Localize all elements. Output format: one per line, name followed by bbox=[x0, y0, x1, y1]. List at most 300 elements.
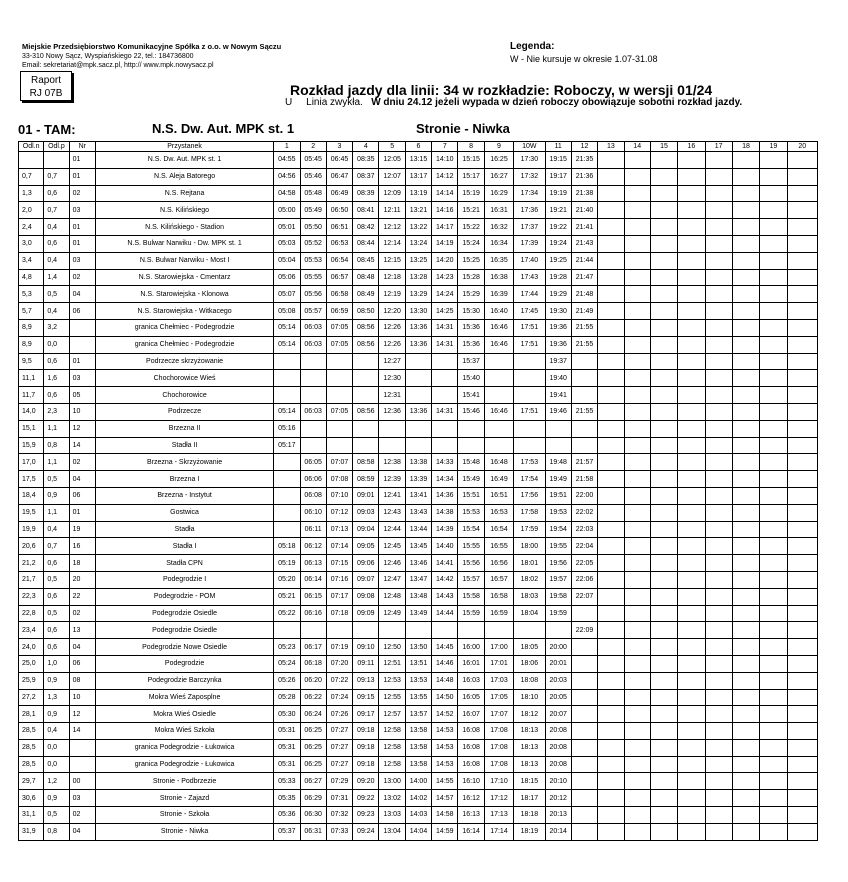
column-header: Odl.p bbox=[44, 142, 69, 152]
empty-cell bbox=[650, 303, 677, 320]
departure-time: 12:53 bbox=[379, 672, 405, 689]
empty-cell bbox=[650, 387, 677, 404]
empty-cell bbox=[678, 756, 705, 773]
empty-cell bbox=[787, 286, 818, 303]
departure-time: 07:27 bbox=[326, 723, 352, 740]
departure-time: 12:57 bbox=[379, 706, 405, 723]
empty-cell bbox=[650, 504, 677, 521]
departure-time: 08:39 bbox=[353, 185, 379, 202]
departure-time: 13:04 bbox=[379, 823, 405, 840]
departure-time bbox=[300, 622, 326, 639]
departure-time: 14:53 bbox=[432, 739, 458, 756]
stop-name: Stadła bbox=[95, 521, 273, 538]
table-row bbox=[19, 555, 818, 572]
distance-segment: 0,9 bbox=[44, 706, 69, 723]
departure-time: 05:57 bbox=[300, 303, 326, 320]
column-header: Odl.n bbox=[19, 142, 44, 152]
empty-cell bbox=[705, 336, 732, 353]
departure-time bbox=[571, 756, 597, 773]
departure-time: 19:36 bbox=[545, 336, 571, 353]
empty-cell bbox=[650, 269, 677, 286]
departure-time: 20:05 bbox=[545, 689, 571, 706]
empty-cell bbox=[678, 454, 705, 471]
empty-cell bbox=[787, 689, 818, 706]
departure-time: 06:14 bbox=[300, 571, 326, 588]
departure-time: 13:51 bbox=[405, 655, 431, 672]
empty-cell bbox=[598, 655, 624, 672]
departure-time: 12:14 bbox=[379, 235, 405, 252]
departure-time: 13:02 bbox=[379, 790, 405, 807]
empty-cell bbox=[732, 639, 759, 656]
empty-cell bbox=[760, 152, 787, 169]
empty-cell bbox=[732, 437, 759, 454]
distance-segment: 0,5 bbox=[44, 571, 69, 588]
empty-cell bbox=[650, 605, 677, 622]
table-row bbox=[19, 387, 818, 404]
departure-time: 08:56 bbox=[353, 403, 379, 420]
table-row bbox=[19, 706, 818, 723]
departure-time: 06:57 bbox=[326, 269, 352, 286]
empty-cell bbox=[760, 773, 787, 790]
distance-total: 14,0 bbox=[19, 403, 44, 420]
empty-cell bbox=[598, 219, 624, 236]
departure-time: 19:58 bbox=[545, 588, 571, 605]
departure-time: 17:08 bbox=[484, 723, 513, 740]
distance-segment: 1,1 bbox=[44, 420, 69, 437]
departure-time bbox=[571, 689, 597, 706]
empty-cell bbox=[705, 521, 732, 538]
empty-cell bbox=[650, 487, 677, 504]
table-row bbox=[19, 521, 818, 538]
distance-segment: 0,6 bbox=[44, 235, 69, 252]
empty-cell bbox=[787, 504, 818, 521]
departure-time bbox=[571, 790, 597, 807]
departure-time: 17:08 bbox=[484, 756, 513, 773]
stop-number bbox=[69, 319, 95, 336]
empty-cell bbox=[598, 286, 624, 303]
departure-time: 06:15 bbox=[300, 588, 326, 605]
stop-number: 01 bbox=[69, 353, 95, 370]
stop-name: Stronie - Zajazd bbox=[95, 790, 273, 807]
departure-time: 20:13 bbox=[545, 807, 571, 824]
stop-number: 16 bbox=[69, 538, 95, 555]
departure-time: 06:25 bbox=[300, 739, 326, 756]
distance-segment: 3,2 bbox=[44, 319, 69, 336]
empty-cell bbox=[650, 219, 677, 236]
empty-cell bbox=[678, 571, 705, 588]
departure-time: 12:44 bbox=[379, 521, 405, 538]
departure-time: 16:08 bbox=[458, 723, 484, 740]
empty-cell bbox=[624, 706, 650, 723]
departure-time: 20:07 bbox=[545, 706, 571, 723]
distance-segment: 0,4 bbox=[44, 252, 69, 269]
departure-time: 13:28 bbox=[405, 269, 431, 286]
departure-time bbox=[379, 622, 405, 639]
departure-time: 15:19 bbox=[458, 185, 484, 202]
departure-time: 16:58 bbox=[484, 588, 513, 605]
empty-cell bbox=[650, 420, 677, 437]
empty-cell bbox=[732, 706, 759, 723]
departure-time: 18:02 bbox=[514, 571, 545, 588]
distance-total: 21,7 bbox=[19, 571, 44, 588]
departure-time: 15:53 bbox=[458, 504, 484, 521]
stop-name: N.S. Dw. Aut. MPK st. 1 bbox=[95, 152, 273, 169]
empty-cell bbox=[732, 252, 759, 269]
stop-name: Podegrodzie I bbox=[95, 571, 273, 588]
departure-time: 05:49 bbox=[300, 202, 326, 219]
departure-time: 06:30 bbox=[300, 807, 326, 824]
empty-cell bbox=[732, 773, 759, 790]
departure-time: 17:45 bbox=[514, 303, 545, 320]
departure-time: 17:43 bbox=[514, 269, 545, 286]
distance-total: 31,1 bbox=[19, 807, 44, 824]
empty-cell bbox=[732, 672, 759, 689]
table-row bbox=[19, 790, 818, 807]
empty-cell bbox=[787, 521, 818, 538]
departure-time: 05:37 bbox=[274, 823, 300, 840]
empty-cell bbox=[732, 555, 759, 572]
stop-name: N.S. Aleja Batorego bbox=[95, 168, 273, 185]
empty-cell bbox=[650, 336, 677, 353]
distance-segment: 0,0 bbox=[44, 739, 69, 756]
departure-time: 17:40 bbox=[514, 252, 545, 269]
empty-cell bbox=[650, 286, 677, 303]
departure-time: 07:15 bbox=[326, 555, 352, 572]
empty-cell bbox=[678, 790, 705, 807]
empty-cell bbox=[732, 538, 759, 555]
empty-cell bbox=[732, 588, 759, 605]
empty-cell bbox=[732, 387, 759, 404]
departure-time: 21:44 bbox=[571, 252, 597, 269]
distance-total: 1,3 bbox=[19, 185, 44, 202]
empty-cell bbox=[732, 319, 759, 336]
departure-time: 05:55 bbox=[300, 269, 326, 286]
empty-cell bbox=[650, 521, 677, 538]
empty-cell bbox=[678, 152, 705, 169]
empty-cell bbox=[624, 336, 650, 353]
empty-cell bbox=[678, 605, 705, 622]
stop-number: 03 bbox=[69, 370, 95, 387]
departure-time: 13:41 bbox=[405, 487, 431, 504]
distance-segment: 0,6 bbox=[44, 353, 69, 370]
departure-time: 17:03 bbox=[484, 672, 513, 689]
distance-segment: 2,3 bbox=[44, 403, 69, 420]
departure-time: 13:53 bbox=[405, 672, 431, 689]
departure-time: 14:53 bbox=[432, 723, 458, 740]
stop-name: Podegrodzie Barczynka bbox=[95, 672, 273, 689]
empty-cell bbox=[705, 504, 732, 521]
empty-cell bbox=[760, 504, 787, 521]
stop-number: 02 bbox=[69, 185, 95, 202]
departure-time: 21:40 bbox=[571, 202, 597, 219]
departure-time: 16:34 bbox=[484, 235, 513, 252]
departure-time bbox=[458, 420, 484, 437]
distance-segment: 1,6 bbox=[44, 370, 69, 387]
departure-time bbox=[484, 387, 513, 404]
departure-time: 13:50 bbox=[405, 639, 431, 656]
distance-total: 8,9 bbox=[19, 319, 44, 336]
empty-cell bbox=[598, 605, 624, 622]
departure-time: 21:55 bbox=[571, 403, 597, 420]
distance-total: 29,7 bbox=[19, 773, 44, 790]
departure-time: 18:12 bbox=[514, 706, 545, 723]
departure-time: 22:07 bbox=[571, 588, 597, 605]
departure-time: 16:10 bbox=[458, 773, 484, 790]
empty-cell bbox=[678, 168, 705, 185]
departure-time: 16:08 bbox=[458, 739, 484, 756]
departure-time: 22:09 bbox=[571, 622, 597, 639]
departure-time: 14:58 bbox=[432, 807, 458, 824]
empty-cell bbox=[760, 353, 787, 370]
departure-time: 06:54 bbox=[326, 252, 352, 269]
departure-time: 06:53 bbox=[326, 235, 352, 252]
departure-time: 13:19 bbox=[405, 185, 431, 202]
departure-time: 07:18 bbox=[326, 605, 352, 622]
empty-cell bbox=[787, 420, 818, 437]
empty-cell bbox=[760, 269, 787, 286]
departure-time: 14:31 bbox=[432, 319, 458, 336]
table-row bbox=[19, 353, 818, 370]
empty-cell bbox=[624, 454, 650, 471]
empty-cell bbox=[732, 823, 759, 840]
line-type: Linia zwykła. bbox=[306, 97, 363, 108]
departure-time bbox=[514, 420, 545, 437]
table-row bbox=[19, 605, 818, 622]
departure-time: 19:48 bbox=[545, 454, 571, 471]
departure-time: 20:08 bbox=[545, 739, 571, 756]
departure-time: 12:41 bbox=[379, 487, 405, 504]
empty-cell bbox=[598, 622, 624, 639]
departure-time: 20:08 bbox=[545, 723, 571, 740]
departure-time: 06:29 bbox=[300, 790, 326, 807]
empty-cell bbox=[624, 504, 650, 521]
departure-time: 04:55 bbox=[274, 152, 300, 169]
column-header: 19 bbox=[760, 142, 787, 152]
departure-time: 17:51 bbox=[514, 403, 545, 420]
departure-time: 05:31 bbox=[274, 739, 300, 756]
departure-time: 06:50 bbox=[326, 202, 352, 219]
departure-time: 13:49 bbox=[405, 605, 431, 622]
empty-cell bbox=[732, 521, 759, 538]
departure-time: 14:16 bbox=[432, 202, 458, 219]
departure-time: 12:48 bbox=[379, 588, 405, 605]
departure-time: 17:51 bbox=[514, 336, 545, 353]
empty-cell bbox=[598, 303, 624, 320]
departure-time: 16:29 bbox=[484, 185, 513, 202]
stop-name: Mokra Wieś Osiedle bbox=[95, 706, 273, 723]
departure-time: 13:44 bbox=[405, 521, 431, 538]
departure-time: 12:55 bbox=[379, 689, 405, 706]
departure-time: 14:55 bbox=[432, 773, 458, 790]
empty-cell bbox=[650, 588, 677, 605]
departure-time: 12:15 bbox=[379, 252, 405, 269]
departure-time bbox=[405, 387, 431, 404]
empty-cell bbox=[650, 655, 677, 672]
departure-time: 06:45 bbox=[326, 152, 352, 169]
empty-cell bbox=[650, 471, 677, 488]
departure-time bbox=[326, 437, 352, 454]
departure-time: 17:53 bbox=[514, 454, 545, 471]
empty-cell bbox=[760, 723, 787, 740]
departure-time bbox=[545, 420, 571, 437]
empty-cell bbox=[705, 420, 732, 437]
stop-name: granica Chełmiec - Podegrodzie bbox=[95, 336, 273, 353]
departure-time bbox=[274, 387, 300, 404]
table-row bbox=[19, 504, 818, 521]
empty-cell bbox=[678, 739, 705, 756]
departure-time bbox=[514, 437, 545, 454]
departure-time: 12:11 bbox=[379, 202, 405, 219]
departure-time: 19:25 bbox=[545, 252, 571, 269]
empty-cell bbox=[732, 269, 759, 286]
stop-name: N.S. Starowiejska - Cmentarz bbox=[95, 269, 273, 286]
departure-time: 12:36 bbox=[379, 403, 405, 420]
departure-time bbox=[571, 420, 597, 437]
departure-time: 06:51 bbox=[326, 219, 352, 236]
stop-number: 02 bbox=[69, 269, 95, 286]
distance-total: 11,7 bbox=[19, 387, 44, 404]
departure-time: 19:55 bbox=[545, 538, 571, 555]
departure-time: 14:24 bbox=[432, 286, 458, 303]
empty-cell bbox=[787, 739, 818, 756]
empty-cell bbox=[624, 420, 650, 437]
departure-time: 09:07 bbox=[353, 571, 379, 588]
distance-segment: 0,7 bbox=[44, 168, 69, 185]
departure-time bbox=[458, 622, 484, 639]
empty-cell bbox=[650, 672, 677, 689]
departure-time: 17:34 bbox=[514, 185, 545, 202]
table-row bbox=[19, 571, 818, 588]
stop-name: Stronie - Niwka bbox=[95, 823, 273, 840]
empty-cell bbox=[787, 202, 818, 219]
departure-time: 14:40 bbox=[432, 538, 458, 555]
departure-time: 16:57 bbox=[484, 571, 513, 588]
empty-cell bbox=[624, 672, 650, 689]
departure-time: 05:04 bbox=[274, 252, 300, 269]
empty-cell bbox=[624, 235, 650, 252]
empty-cell bbox=[732, 756, 759, 773]
empty-cell bbox=[705, 269, 732, 286]
empty-cell bbox=[598, 152, 624, 169]
table-row bbox=[19, 756, 818, 773]
departure-time bbox=[545, 622, 571, 639]
departure-time: 12:45 bbox=[379, 538, 405, 555]
stop-name: N.S. Starowiejska - Witkacego bbox=[95, 303, 273, 320]
empty-cell bbox=[650, 235, 677, 252]
empty-cell bbox=[732, 152, 759, 169]
departure-time: 15:24 bbox=[458, 235, 484, 252]
column-header: 10W bbox=[514, 142, 545, 152]
departure-time: 17:07 bbox=[484, 706, 513, 723]
empty-cell bbox=[760, 286, 787, 303]
departure-time: 20:08 bbox=[545, 756, 571, 773]
empty-cell bbox=[678, 622, 705, 639]
departure-time: 16:27 bbox=[484, 168, 513, 185]
empty-cell bbox=[787, 790, 818, 807]
empty-cell bbox=[787, 773, 818, 790]
stop-number: 03 bbox=[69, 202, 95, 219]
departure-time: 21:36 bbox=[571, 168, 597, 185]
departure-time: 13:36 bbox=[405, 403, 431, 420]
empty-cell bbox=[787, 235, 818, 252]
stop-number: 18 bbox=[69, 555, 95, 572]
distance-total: 30,6 bbox=[19, 790, 44, 807]
departure-time: 16:07 bbox=[458, 706, 484, 723]
departure-time: 13:58 bbox=[405, 723, 431, 740]
departure-time: 05:08 bbox=[274, 303, 300, 320]
column-header: 9 bbox=[484, 142, 513, 152]
departure-time: 13:43 bbox=[405, 504, 431, 521]
departure-time: 17:51 bbox=[514, 319, 545, 336]
departure-time: 05:31 bbox=[274, 723, 300, 740]
empty-cell bbox=[678, 403, 705, 420]
empty-cell bbox=[624, 807, 650, 824]
departure-time: 14:53 bbox=[432, 756, 458, 773]
departure-time bbox=[571, 639, 597, 656]
stop-number: 04 bbox=[69, 823, 95, 840]
company-contact: Email: sekretariat@mpk.sacz.pl, http:// www.mpk.nowysacz.pl bbox=[22, 62, 214, 69]
departure-time bbox=[514, 353, 545, 370]
route-to: Stronie - Niwka bbox=[416, 121, 510, 136]
distance-total: 3,4 bbox=[19, 252, 44, 269]
legend-title: Legenda: bbox=[510, 41, 555, 52]
distance-segment: 0,5 bbox=[44, 286, 69, 303]
empty-cell bbox=[760, 555, 787, 572]
empty-cell bbox=[650, 823, 677, 840]
departure-time: 06:08 bbox=[300, 487, 326, 504]
empty-cell bbox=[760, 471, 787, 488]
departure-time: 12:58 bbox=[379, 756, 405, 773]
departure-time: 12:20 bbox=[379, 303, 405, 320]
departure-time: 05:01 bbox=[274, 219, 300, 236]
column-header: 11 bbox=[545, 142, 571, 152]
departure-time: 12:18 bbox=[379, 269, 405, 286]
departure-time: 16:53 bbox=[484, 504, 513, 521]
stop-name: Gostwica bbox=[95, 504, 273, 521]
empty-cell bbox=[624, 790, 650, 807]
departure-time: 17:00 bbox=[484, 639, 513, 656]
empty-cell bbox=[705, 756, 732, 773]
empty-cell bbox=[705, 823, 732, 840]
empty-cell bbox=[678, 773, 705, 790]
departure-time: 06:49 bbox=[326, 185, 352, 202]
empty-cell bbox=[705, 454, 732, 471]
departure-time: 20:12 bbox=[545, 790, 571, 807]
stop-name: N.S. Kilińskiego bbox=[95, 202, 273, 219]
departure-time: 14:04 bbox=[405, 823, 431, 840]
departure-time bbox=[571, 823, 597, 840]
empty-cell bbox=[787, 152, 818, 169]
departure-time: 14:19 bbox=[432, 235, 458, 252]
departure-time: 14:41 bbox=[432, 555, 458, 572]
stop-number: 04 bbox=[69, 286, 95, 303]
empty-cell bbox=[732, 471, 759, 488]
departure-time: 05:20 bbox=[274, 571, 300, 588]
empty-cell bbox=[598, 353, 624, 370]
distance-total: 5,7 bbox=[19, 303, 44, 320]
departure-time: 18:06 bbox=[514, 655, 545, 672]
departure-time bbox=[571, 655, 597, 672]
distance-total: 20,6 bbox=[19, 538, 44, 555]
empty-cell bbox=[760, 185, 787, 202]
stop-name: granica Podegrodzie - Łukowica bbox=[95, 756, 273, 773]
departure-time: 15:36 bbox=[458, 336, 484, 353]
distance-total: 28,5 bbox=[19, 723, 44, 740]
empty-cell bbox=[732, 504, 759, 521]
departure-time bbox=[571, 605, 597, 622]
empty-cell bbox=[787, 723, 818, 740]
stop-name: Brzezna - Instytut bbox=[95, 487, 273, 504]
